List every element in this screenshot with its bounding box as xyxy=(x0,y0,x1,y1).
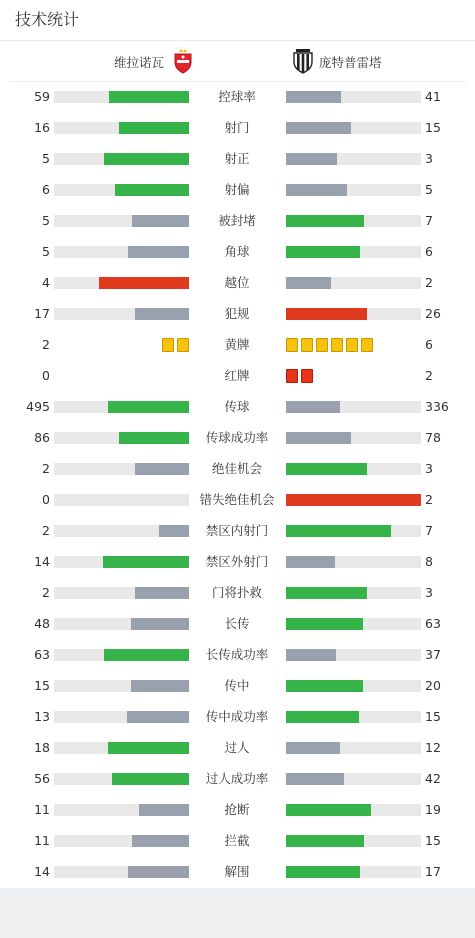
home-bar-track xyxy=(54,494,189,506)
home-bar-track xyxy=(54,835,189,847)
home-value: 56 xyxy=(34,771,50,786)
yellow-card-icon xyxy=(331,338,343,352)
home-bar-track xyxy=(54,804,189,816)
home-bar-fill xyxy=(135,308,189,320)
home-bar-track xyxy=(54,308,189,320)
home-bar-track xyxy=(54,525,189,537)
stat-row xyxy=(0,825,475,856)
home-bar-fill xyxy=(104,649,189,661)
home-bar-track xyxy=(54,618,189,630)
away-value: 42 xyxy=(425,771,441,786)
home-bar-fill xyxy=(115,184,189,196)
away-bar-track xyxy=(286,246,421,258)
stat-row xyxy=(0,577,475,608)
stat-label: 犯规 xyxy=(224,306,250,321)
home-value: 13 xyxy=(34,709,50,724)
stat-label: 抢断 xyxy=(224,802,250,817)
away-bar-fill xyxy=(286,153,337,165)
stat-row xyxy=(0,112,475,143)
stat-label: 传球 xyxy=(224,399,250,414)
away-bar-track xyxy=(286,215,421,227)
away-bar-track xyxy=(286,525,421,537)
home-value: 2 xyxy=(42,337,50,352)
away-value: 41 xyxy=(425,89,441,104)
away-value: 2 xyxy=(425,275,433,290)
away-value: 3 xyxy=(425,151,433,166)
yellow-card-icon xyxy=(361,338,373,352)
home-team[interactable] xyxy=(114,49,194,74)
home-value: 18 xyxy=(34,740,50,755)
stat-label: 黄牌 xyxy=(224,337,250,352)
away-value: 15 xyxy=(425,833,441,848)
stat-row xyxy=(0,205,475,236)
away-bar-track xyxy=(286,649,421,661)
home-bar-fill xyxy=(119,432,189,444)
home-value: 5 xyxy=(42,151,50,166)
away-bar-fill xyxy=(286,432,351,444)
away-value: 7 xyxy=(425,523,433,538)
stat-label: 错失绝佳机会 xyxy=(199,492,275,507)
stat-row xyxy=(0,453,475,484)
away-bar-fill xyxy=(286,618,363,630)
home-bar-fill xyxy=(108,742,189,754)
home-bar-fill xyxy=(131,618,189,630)
away-value: 6 xyxy=(425,244,433,259)
home-value: 2 xyxy=(42,523,50,538)
home-bar-fill xyxy=(132,215,189,227)
stat-row xyxy=(0,174,475,205)
stat-label: 拦截 xyxy=(224,833,250,848)
home-bar-fill xyxy=(132,835,189,847)
stat-row xyxy=(0,143,475,174)
home-bar-track xyxy=(54,277,189,289)
yellow-card-icon xyxy=(286,338,298,352)
away-bar-track xyxy=(286,587,421,599)
page-title: 技术统计 xyxy=(15,10,80,29)
home-bar-fill xyxy=(128,246,189,258)
away-bar-fill xyxy=(286,587,367,599)
away-bar-track xyxy=(286,804,421,816)
home-bar-fill xyxy=(104,153,189,165)
red-card-icon xyxy=(301,369,313,383)
away-bar-track xyxy=(286,773,421,785)
home-bar-fill xyxy=(119,122,189,134)
home-value: 11 xyxy=(34,802,50,817)
home-bar-track xyxy=(54,556,189,568)
away-value: 15 xyxy=(425,709,441,724)
stat-row xyxy=(0,794,475,825)
stat-label: 解围 xyxy=(224,864,250,879)
stat-row xyxy=(0,732,475,763)
home-bar-track xyxy=(54,773,189,785)
stat-label: 角球 xyxy=(224,244,250,259)
away-bar-track xyxy=(286,866,421,878)
stat-row xyxy=(0,639,475,670)
stat-row xyxy=(0,81,475,112)
home-value: 0 xyxy=(42,368,50,383)
home-bar-fill xyxy=(99,277,189,289)
away-bar-track xyxy=(286,432,421,444)
away-value: 37 xyxy=(425,647,441,662)
stat-row xyxy=(0,360,475,391)
away-value: 6 xyxy=(425,337,433,352)
stat-row xyxy=(0,267,475,298)
stat-label: 红牌 xyxy=(224,368,250,383)
away-cards xyxy=(286,338,373,352)
away-bar-fill xyxy=(286,308,367,320)
away-bar-fill xyxy=(286,215,364,227)
home-bar-track xyxy=(54,587,189,599)
away-bar-fill xyxy=(286,556,335,568)
stat-row xyxy=(0,236,475,267)
away-value: 20 xyxy=(425,678,441,693)
home-bar-fill xyxy=(112,773,189,785)
away-bar-track xyxy=(286,680,421,692)
home-bar-track xyxy=(54,742,189,754)
stat-row xyxy=(0,546,475,577)
home-cards xyxy=(162,338,189,352)
home-value: 59 xyxy=(34,89,50,104)
home-bar-track xyxy=(54,432,189,444)
home-bar-track xyxy=(54,649,189,661)
away-bar-fill xyxy=(286,246,360,258)
home-bar-fill xyxy=(139,804,189,816)
stat-label: 长传 xyxy=(224,616,250,631)
away-value: 3 xyxy=(425,461,433,476)
home-bar-fill xyxy=(131,680,189,692)
yellow-card-icon xyxy=(316,338,328,352)
home-bar-track xyxy=(54,215,189,227)
home-team-name: 维拉诺瓦 xyxy=(114,54,165,70)
stat-label: 传中成功率 xyxy=(205,709,269,724)
home-value: 14 xyxy=(34,554,50,569)
home-bar-fill xyxy=(135,463,189,475)
stat-label: 禁区外射门 xyxy=(205,554,269,569)
home-value: 63 xyxy=(34,647,50,662)
yellow-card-icon xyxy=(346,338,358,352)
away-bar-fill xyxy=(286,866,360,878)
home-bar-fill xyxy=(103,556,189,568)
away-bar-fill xyxy=(286,773,344,785)
home-value: 6 xyxy=(42,182,50,197)
away-bar-track xyxy=(286,835,421,847)
stat-row xyxy=(0,856,475,887)
away-bar-track xyxy=(286,153,421,165)
stat-row xyxy=(0,763,475,794)
stat-label: 传球成功率 xyxy=(205,430,269,445)
red-card-icon xyxy=(286,369,298,383)
away-bar-track xyxy=(286,618,421,630)
stat-label: 长传成功率 xyxy=(205,647,269,662)
stat-row xyxy=(0,422,475,453)
away-value: 3 xyxy=(425,585,433,600)
away-bar-fill xyxy=(286,494,421,506)
away-bar-fill xyxy=(286,649,336,661)
away-bar-fill xyxy=(286,742,340,754)
home-value: 0 xyxy=(42,492,50,507)
home-bar-track xyxy=(54,153,189,165)
away-bar-fill xyxy=(286,122,351,134)
away-bar-track xyxy=(286,494,421,506)
stat-row xyxy=(0,329,475,360)
away-bar-fill xyxy=(286,401,340,413)
away-value: 336 xyxy=(425,399,449,414)
away-value: 2 xyxy=(425,368,433,383)
home-bar-track xyxy=(54,91,189,103)
home-value: 5 xyxy=(42,244,50,259)
away-value: 12 xyxy=(425,740,441,755)
away-bar-fill xyxy=(286,680,363,692)
home-value: 5 xyxy=(42,213,50,228)
away-value: 2 xyxy=(425,492,433,507)
vilanova-crest-icon xyxy=(172,49,194,74)
away-bar-track xyxy=(286,742,421,754)
yellow-card-icon xyxy=(177,338,189,352)
away-bar-track xyxy=(286,463,421,475)
stat-row xyxy=(0,298,475,329)
home-bar-track xyxy=(54,463,189,475)
away-bar-track xyxy=(286,308,421,320)
stat-label: 禁区内射门 xyxy=(205,523,269,538)
away-bar-fill xyxy=(286,277,331,289)
away-bar-track xyxy=(286,184,421,196)
stat-label: 越位 xyxy=(224,275,250,290)
home-bar-track xyxy=(54,680,189,692)
away-bar-fill xyxy=(286,835,364,847)
away-value: 63 xyxy=(425,616,441,631)
away-value: 19 xyxy=(425,802,441,817)
away-value: 26 xyxy=(425,306,441,321)
home-value: 15 xyxy=(34,678,50,693)
away-value: 15 xyxy=(425,120,441,135)
home-value: 4 xyxy=(42,275,50,290)
home-bar-track xyxy=(54,711,189,723)
home-bar-fill xyxy=(128,866,189,878)
stat-label: 射正 xyxy=(224,151,250,166)
away-bar-track xyxy=(286,401,421,413)
home-value: 17 xyxy=(34,306,50,321)
home-bar-fill xyxy=(127,711,189,723)
away-bar-fill xyxy=(286,463,367,475)
stat-label: 门将扑救 xyxy=(211,585,262,600)
home-bar-fill xyxy=(135,587,189,599)
home-bar-track xyxy=(54,246,189,258)
home-value: 2 xyxy=(42,461,50,476)
home-bar-track xyxy=(54,184,189,196)
home-value: 11 xyxy=(34,833,50,848)
away-value: 7 xyxy=(425,213,433,228)
stat-label: 传中 xyxy=(224,678,250,693)
home-value: 14 xyxy=(34,864,50,879)
away-bar-fill xyxy=(286,91,341,103)
home-bar-track xyxy=(54,401,189,413)
stats-list xyxy=(0,81,475,887)
stat-label: 绝佳机会 xyxy=(211,461,262,476)
home-value: 495 xyxy=(26,399,50,414)
stat-row xyxy=(0,670,475,701)
stat-row xyxy=(0,701,475,732)
away-bar-fill xyxy=(286,804,371,816)
stat-row xyxy=(0,391,475,422)
yellow-card-icon xyxy=(162,338,174,352)
away-bar-fill xyxy=(286,184,347,196)
stat-label: 过人成功率 xyxy=(205,771,269,786)
away-bar-track xyxy=(286,91,421,103)
away-value: 78 xyxy=(425,430,441,445)
home-value: 48 xyxy=(34,616,50,631)
away-bar-track xyxy=(286,711,421,723)
stat-label: 射偏 xyxy=(224,182,250,197)
away-bar-track xyxy=(286,122,421,134)
home-bar-fill xyxy=(109,91,189,103)
away-bar-track xyxy=(286,556,421,568)
away-bar-fill xyxy=(286,711,359,723)
stat-label: 射门 xyxy=(224,120,250,135)
stat-row xyxy=(0,484,475,515)
home-bar-track xyxy=(54,122,189,134)
away-value: 17 xyxy=(425,864,441,879)
stat-row xyxy=(0,515,475,546)
stat-label: 过人 xyxy=(224,740,250,755)
home-bar-fill xyxy=(108,401,189,413)
away-bar-fill xyxy=(286,525,391,537)
away-value: 5 xyxy=(425,182,433,197)
home-value: 16 xyxy=(34,120,50,135)
away-team-name: 庞特普雷塔 xyxy=(319,54,382,70)
away-team[interactable] xyxy=(292,49,382,74)
ponte-preta-crest-icon xyxy=(292,49,314,74)
stat-label: 控球率 xyxy=(218,89,256,104)
away-bar-track xyxy=(286,277,421,289)
yellow-card-icon xyxy=(301,338,313,352)
stat-label: 被封堵 xyxy=(218,213,256,228)
home-value: 2 xyxy=(42,585,50,600)
home-bar-fill xyxy=(159,525,189,537)
away-cards xyxy=(286,369,313,383)
home-value: 86 xyxy=(34,430,50,445)
divider xyxy=(0,40,475,41)
home-bar-track xyxy=(54,866,189,878)
away-value: 8 xyxy=(425,554,433,569)
stat-row xyxy=(0,608,475,639)
